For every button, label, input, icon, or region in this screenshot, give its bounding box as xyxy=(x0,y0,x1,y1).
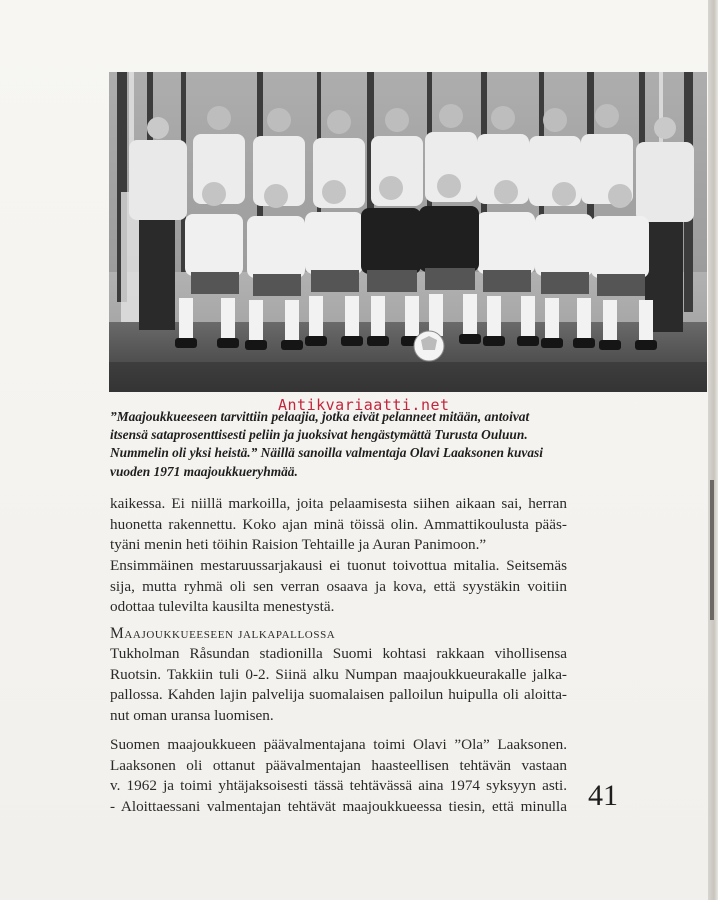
caption-line: ”Maajoukkueeseen tarvittiin pelaajia, jotka eivät pelanneet mitään, antoivat xyxy=(110,409,530,424)
team-photo-illustration xyxy=(109,72,707,392)
section-heading: Maajoukkueeseen jalkapallossa xyxy=(110,625,336,642)
text-line: Tukholman Råsundan stadionilla Suomi kohtasi rakkaan vihollisensa xyxy=(110,645,567,662)
text-line: tyäni menin heti töihin Raision Tehtaille ja Auran Panimoon.” xyxy=(110,536,487,553)
text-line: nut oman uransa luomisen. xyxy=(110,706,274,724)
caption-line: Nummelin oli yksi heistä.” Näillä sanoilla valmentaja Olavi Laaksonen kuvasi xyxy=(110,445,543,461)
text-line: kaikessa. Ei niillä markoilla, joita pelaamisesta siihen aikaan sai, herran xyxy=(110,495,567,512)
text-line: Laaksonen oli ottanut päävalmentajan haasteellisen tehtävän vastaan xyxy=(110,756,567,774)
caption-line: vuoden 1971 maajoukkueryhmää. xyxy=(110,463,298,479)
text-line: odottaa tulevilta kausilta menestystä. xyxy=(110,598,335,615)
text-line: Ruotsin. Takkiin tuli 0-2. Siinä alku Numpan maajoukkueurakalle jalka- xyxy=(110,665,567,683)
text-line: v. 1962 ja toimi yhtäjaksoisesti tässä tehtävässä aina 1974 syksyyn asti. xyxy=(110,777,567,794)
paragraph-1 xyxy=(110,494,567,556)
text-line: sija, mutta ryhmä oli sen verran osaava ja kova, että syystäkin voitiin xyxy=(110,577,567,595)
watermark-text: Antikvariaatti.net xyxy=(278,396,450,414)
caption-line: itsensä sataprosenttisesti peliin ja juoksivat hengästymättä Turusta Ouluun. xyxy=(110,427,528,443)
page-edge xyxy=(708,0,718,900)
page-edge-shadow xyxy=(710,480,714,620)
paragraph-2 xyxy=(110,556,567,618)
page-number: 41 xyxy=(588,779,618,812)
team-photo xyxy=(109,72,707,392)
text-line: huonetta rakennettu. Koko ajan minä töissä olin. Ammattikoulusta pääs- xyxy=(110,515,567,533)
text-line: Suomen maajoukkueen päävalmentajana toimi Olavi ”Ola” Laaksonen. xyxy=(110,736,567,753)
photo-caption xyxy=(110,408,708,481)
paragraph-4 xyxy=(110,735,567,817)
text-line: Ensimmäinen mestaruussarjakausi ei tuonut toivottua mitalia. Seitsemäs xyxy=(110,557,567,574)
text-line: - Aloittaessani valmentajan tehtävät maajoukkueessa tiesin, että minulla xyxy=(110,797,567,815)
paragraph-3 xyxy=(110,644,567,726)
text-line: pallossa. Kahden lajin palvelija suomalaisen palloilun huipulla oli aloitta- xyxy=(110,686,567,703)
